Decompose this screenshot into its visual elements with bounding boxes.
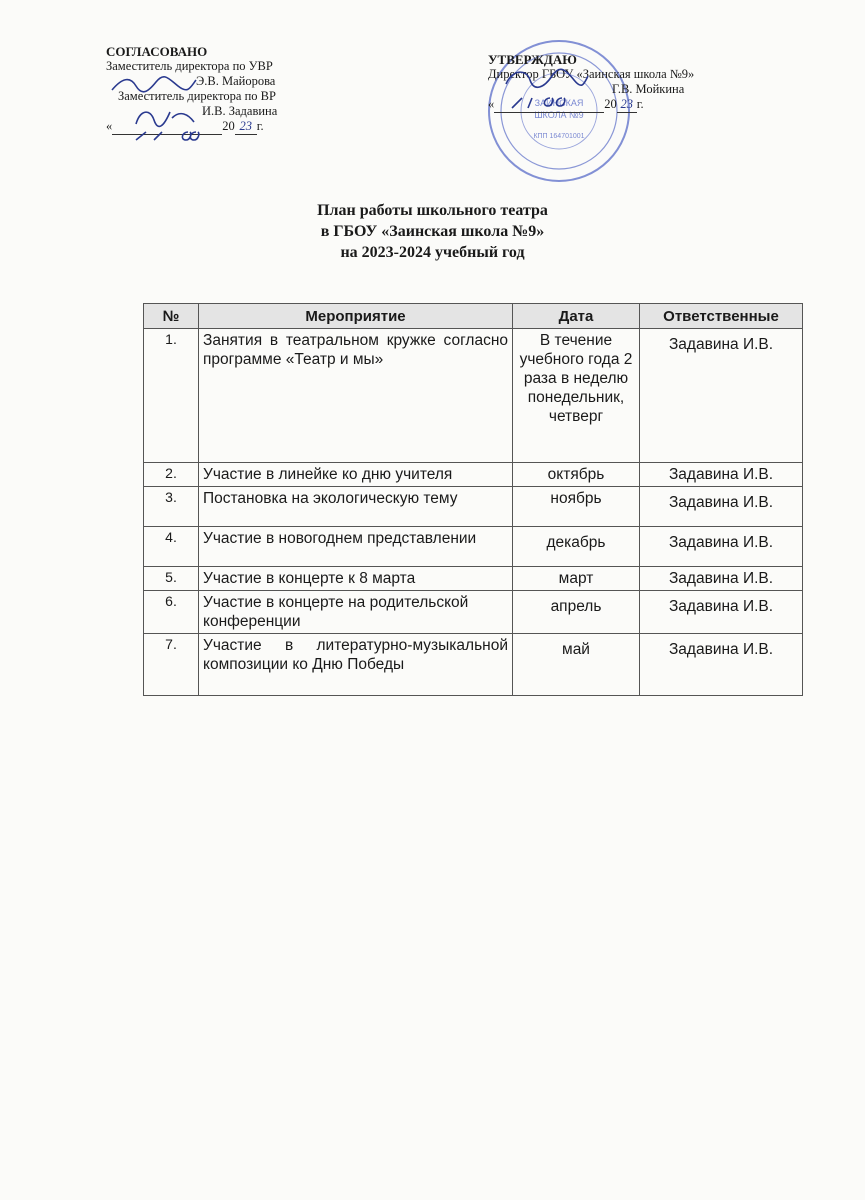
right-date-year: 23 (617, 97, 637, 113)
row-date: октябрь (513, 463, 640, 487)
row-date: В течение учебного года 2 раза в неделю понедельник, четверг (513, 329, 640, 463)
row-number: 7. (144, 634, 199, 696)
col-date-header: Дата (513, 304, 640, 329)
row-date: ноябрь (513, 487, 640, 527)
agreed-header: СОГЛАСОВАНО (106, 44, 208, 59)
row-responsible: Задавина И.В. (640, 527, 803, 567)
row-number: 4. (144, 527, 199, 567)
row-event: Участие в новогоднем представлении (199, 527, 513, 567)
row-responsible: Задавина И.В. (640, 329, 803, 463)
signature-director (500, 66, 590, 92)
signature-mayorova (108, 74, 198, 96)
signature-right-date (498, 92, 628, 114)
table-row (144, 591, 803, 634)
table-row (144, 487, 803, 527)
page-title: План работы школьного театра в ГБОУ «Заинская школа №9» на 2023-2024 учебный год (317, 202, 548, 261)
table-header-row (144, 304, 803, 329)
row-event: Участие в линейке ко дню учителя (199, 463, 513, 487)
table-row (144, 463, 803, 487)
row-number: 1. (144, 329, 199, 463)
row-event: Участие в литературно-музыкальной композиции ко Дню Победы (199, 634, 513, 696)
row-event: Занятия в театральном кружке согласно программе «Театр и мы» (199, 329, 513, 463)
row-responsible: Задавина И.В. (640, 487, 803, 527)
svg-text:КПП 164701001: КПП 164701001 (533, 133, 585, 140)
row-event: Участие в концерте на родительской конференции (199, 591, 513, 634)
svg-text:ШКОЛА №9: ШКОЛА №9 (534, 110, 584, 120)
row-number: 5. (144, 567, 199, 591)
deputy-vr-title: Заместитель директора по ВР (118, 89, 276, 103)
row-responsible: Задавина И.В. (640, 591, 803, 634)
row-date: апрель (513, 591, 640, 634)
signature-left-date (130, 126, 240, 146)
row-event: Участие в концерте к 8 марта (199, 567, 513, 591)
row-number: 6. (144, 591, 199, 634)
row-event: Постановка на экологическую тему (199, 487, 513, 527)
table-row (144, 527, 803, 567)
row-responsible: Задавина И.В. (640, 463, 803, 487)
director-title: Директор ГБОУ «Заинская школа №9» (488, 67, 695, 81)
deputy-uvr-name: Э.В. Майорова (196, 74, 276, 88)
table-row (144, 634, 803, 696)
row-date: март (513, 567, 640, 591)
svg-text:ЗАИНСКАЯ: ЗАИНСКАЯ (534, 98, 584, 108)
col-number-header: № (144, 304, 199, 329)
left-date-year: 23 (235, 119, 257, 135)
plan-table (143, 303, 803, 696)
row-date: декабрь (513, 527, 640, 567)
deputy-uvr-title: Заместитель директора по УВР (106, 59, 273, 73)
row-responsible: Задавина И.В. (640, 634, 803, 696)
row-number: 2. (144, 463, 199, 487)
approve-header: УТВЕРЖДАЮ (488, 52, 577, 67)
row-responsible: Задавина И.В. (640, 567, 803, 591)
col-responsible-header: Ответственные (640, 304, 803, 329)
table-row (144, 567, 803, 591)
table-row (144, 329, 803, 463)
deputy-vr-name: И.В. Задавина (202, 104, 278, 118)
left-date-line: « 20 23 г. (106, 119, 264, 133)
row-date: май (513, 634, 640, 696)
col-event-header: Мероприятие (199, 304, 513, 329)
director-name: Г.В. Мойкина (612, 82, 685, 96)
right-date-line: « 20 23 г. (488, 97, 644, 111)
row-number: 3. (144, 487, 199, 527)
